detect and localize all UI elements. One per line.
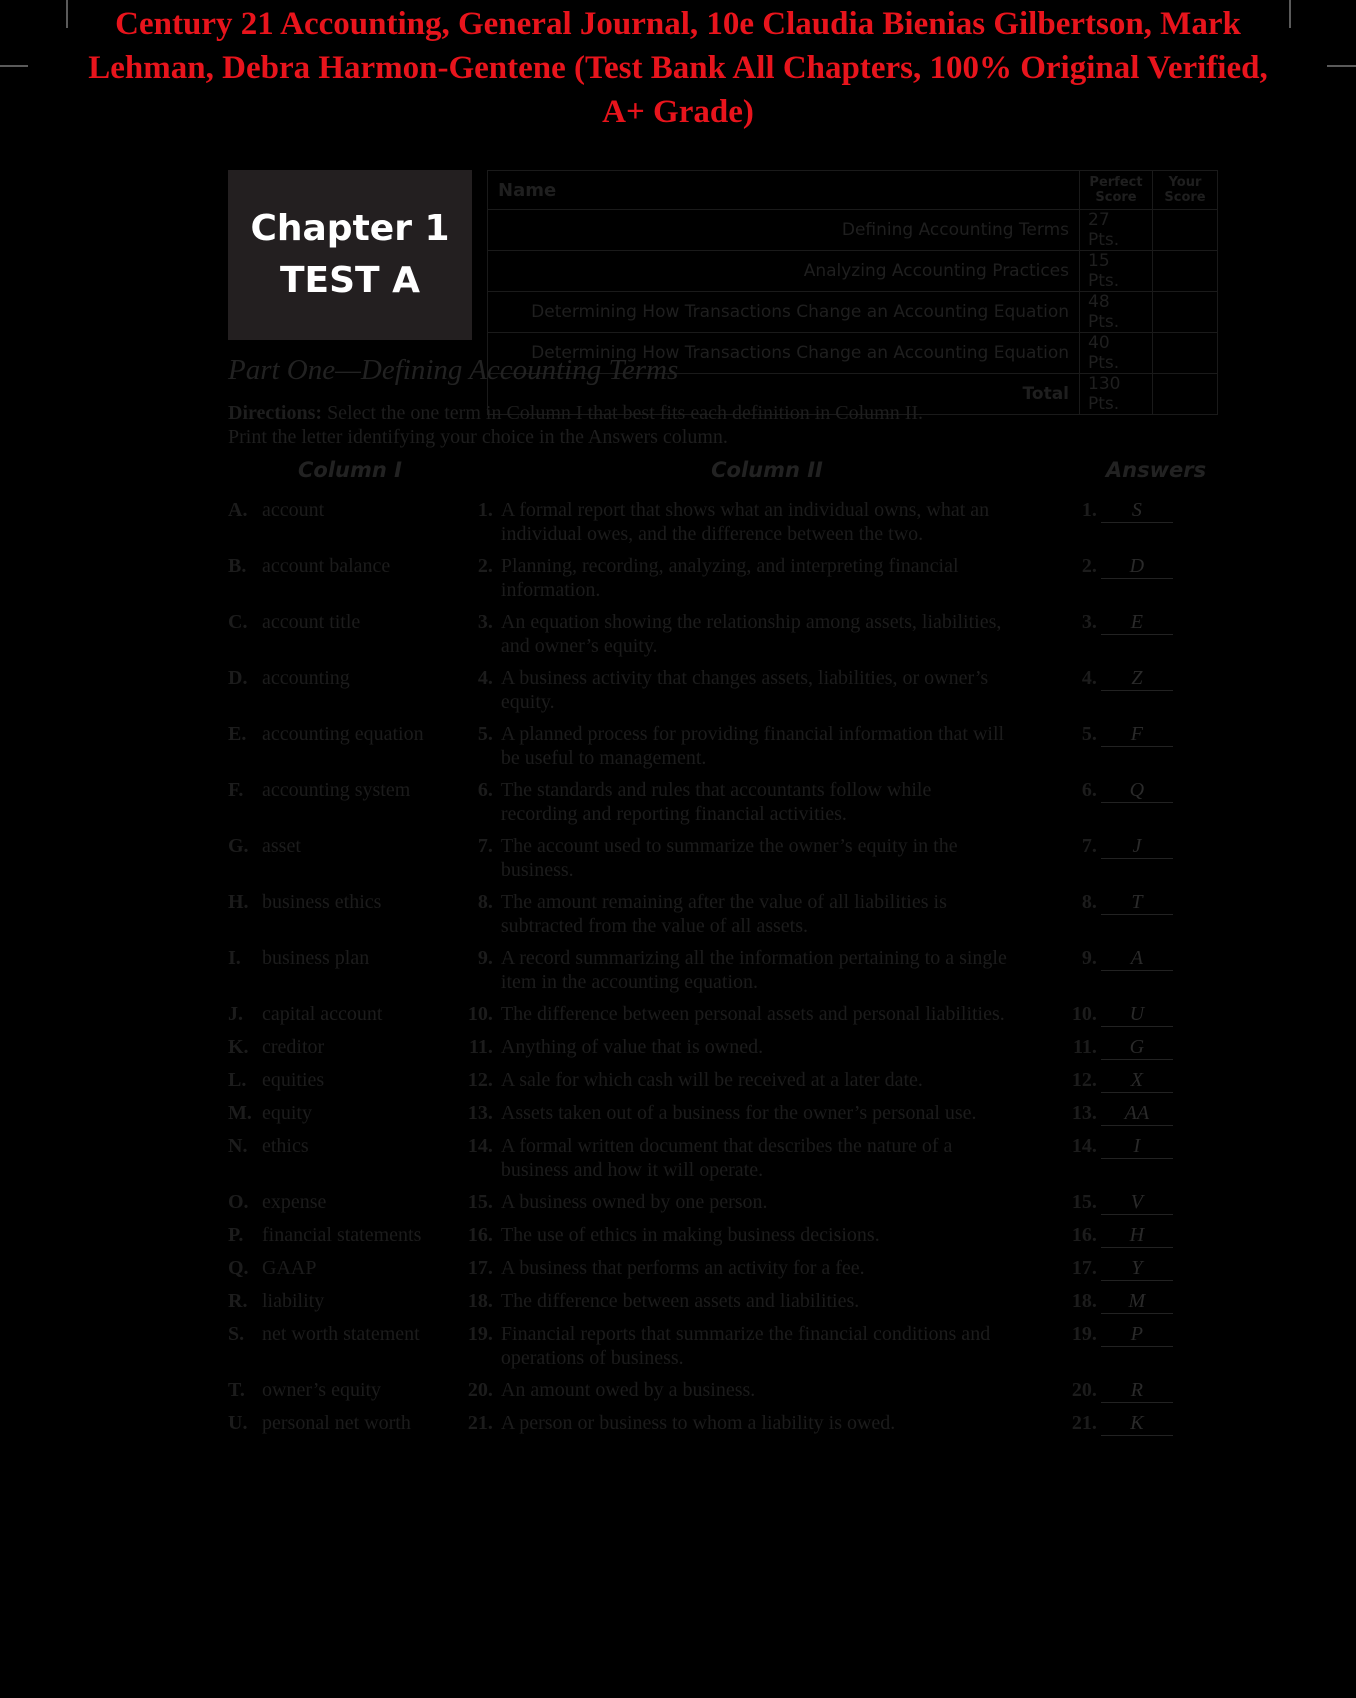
- answer-cell: [1013, 1289, 1228, 1314]
- list-item: [228, 1289, 1228, 1314]
- name-field-label: Name: [488, 171, 1080, 210]
- score-row-points: 15 Pts.: [1080, 251, 1153, 292]
- definition-text: A formal written document that describes the nature of a business and how it will operate.: [500, 1135, 953, 1181]
- term-cell: [228, 1223, 453, 1248]
- definition-text: An amount owed by a business.: [500, 1379, 756, 1401]
- term-letter: K.: [228, 1036, 249, 1058]
- banner-title: Century 21 Accounting, General Journal, 10e Claudia Bienias Gilbertson, Mark Lehman, Debra Harmon-Gentene (Test Bank All Chapters, 100% Original Verified, A+ Grade): [88, 6, 1268, 130]
- row-spacer: [228, 1436, 1228, 1444]
- term-text: expense: [262, 1191, 327, 1213]
- list-item: [228, 1190, 1228, 1215]
- answer-cell: [1013, 1068, 1228, 1093]
- score-row: [488, 251, 1218, 292]
- list-item: [228, 1068, 1228, 1093]
- row-spacer: [228, 1215, 1228, 1223]
- row-spacer: [228, 1027, 1228, 1035]
- list-item: [228, 1411, 1228, 1436]
- list-item: [228, 1223, 1228, 1248]
- definition-number: 7.: [477, 835, 493, 857]
- term-cell: [228, 666, 453, 714]
- answer-cell: [1013, 1134, 1228, 1182]
- score-row-label: Determining How Transactions Change an Accounting Equation: [488, 333, 1080, 374]
- term-text: net worth statement: [262, 1323, 420, 1345]
- answer-number: 19.: [1071, 1323, 1097, 1345]
- answer-number: 21.: [1071, 1412, 1097, 1434]
- definition-cell: [453, 610, 1013, 658]
- answer-field[interactable]: AA: [1101, 1101, 1173, 1126]
- total-points: 130 Pts.: [1080, 374, 1153, 415]
- row-spacer: [228, 1281, 1228, 1289]
- definition-text: An equation showing the relationship among assets, liabilities, and owner’s equity.: [500, 611, 1002, 657]
- definition-number: 18.: [467, 1290, 493, 1312]
- answer-number: 7.: [1081, 835, 1097, 857]
- definition-cell: [453, 1002, 1013, 1027]
- term-letter: J.: [228, 1003, 243, 1025]
- answer-number: 6.: [1081, 779, 1097, 801]
- term-cell: [228, 890, 453, 938]
- term-letter: F.: [228, 779, 244, 801]
- answer-number: 15.: [1071, 1191, 1097, 1213]
- term-cell: [228, 1289, 453, 1314]
- definition-number: 12.: [467, 1069, 493, 1091]
- term-cell: [228, 1002, 453, 1027]
- term-letter: I.: [228, 947, 241, 969]
- term-text: account title: [262, 611, 361, 633]
- term-letter: T.: [228, 1379, 245, 1401]
- answer-cell: [1013, 1002, 1228, 1027]
- your-score-header: Your Score: [1153, 171, 1218, 210]
- definition-cell: [453, 778, 1013, 826]
- term-cell: [228, 834, 453, 882]
- definition-number: 17.: [467, 1257, 493, 1279]
- term-letter: Q.: [228, 1257, 249, 1279]
- definition-text: Anything of value that is owned.: [500, 1036, 764, 1058]
- definition-cell: [453, 554, 1013, 602]
- definition-number: 8.: [477, 891, 493, 913]
- row-spacer: [228, 714, 1228, 722]
- term-cell: [228, 1411, 453, 1436]
- definition-cell: [453, 1256, 1013, 1281]
- definition-text: Planning, recording, analyzing, and interpreting financial information.: [500, 555, 959, 601]
- definition-text: The use of ethics in making business decisions.: [500, 1224, 880, 1246]
- term-letter: U.: [228, 1412, 248, 1434]
- answer-cell: [1013, 554, 1228, 602]
- total-label: Total: [488, 374, 1080, 415]
- definition-text: A business owned by one person.: [500, 1191, 768, 1213]
- your-score-cell[interactable]: [1153, 292, 1218, 333]
- term-cell: [228, 610, 453, 658]
- row-spacer: [228, 1093, 1228, 1101]
- definition-text: Financial reports that summarize the financial conditions and operations of business.: [500, 1323, 991, 1369]
- answer-field[interactable]: V: [1101, 1190, 1173, 1215]
- list-item: [228, 1134, 1228, 1182]
- directions: [228, 401, 948, 449]
- term-letter: D.: [228, 667, 248, 689]
- definition-number: 10.: [467, 1003, 493, 1025]
- answer-cell: [1013, 890, 1228, 938]
- row-spacer: [228, 658, 1228, 666]
- answer-field[interactable]: D: [1101, 554, 1173, 579]
- column-2-header: Column II: [711, 458, 823, 482]
- definition-number: 21.: [467, 1412, 493, 1434]
- test-label: TEST A: [279, 260, 421, 301]
- crop-mark: [1327, 65, 1356, 67]
- term-text: financial statements: [262, 1224, 422, 1246]
- answer-number: 14.: [1071, 1135, 1097, 1157]
- chapter-box: [228, 170, 472, 340]
- term-cell: [228, 778, 453, 826]
- answer-cell: [1013, 946, 1228, 994]
- term-text: personal net worth: [262, 1412, 411, 1434]
- definition-text: A formal report that shows what an individual owns, what an individual owes, and the difference between the two.: [500, 499, 990, 545]
- answer-cell: [1013, 1322, 1228, 1370]
- row-spacer: [228, 826, 1228, 834]
- score-row-label: Analyzing Accounting Practices: [488, 251, 1080, 292]
- answer-number: 3.: [1081, 611, 1097, 633]
- row-spacer: [228, 546, 1228, 554]
- answer-field[interactable]: G: [1101, 1035, 1173, 1060]
- definition-text: A record summarizing all the information pertaining to a single item in the accounting equation.: [500, 947, 1007, 993]
- term-cell: [228, 1134, 453, 1182]
- term-cell: [228, 1068, 453, 1093]
- row-spacer: [228, 602, 1228, 610]
- items-list: [228, 498, 1228, 1444]
- term-text: accounting system: [262, 779, 411, 801]
- definition-number: 1.: [477, 499, 493, 521]
- answer-cell: [1013, 778, 1228, 826]
- term-letter: O.: [228, 1191, 249, 1213]
- list-item: [228, 610, 1228, 658]
- row-spacer: [228, 1248, 1228, 1256]
- definition-text: A business that performs an activity for a fee.: [500, 1257, 865, 1279]
- your-score-cell[interactable]: [1153, 251, 1218, 292]
- answer-field[interactable]: F: [1101, 722, 1173, 747]
- your-score-cell[interactable]: [1153, 333, 1218, 374]
- definition-text: The difference between personal assets and personal liabilities.: [500, 1003, 1005, 1025]
- definition-number: 6.: [477, 779, 493, 801]
- term-cell: [228, 1190, 453, 1215]
- answer-number: 5.: [1081, 723, 1097, 745]
- definition-number: 16.: [467, 1224, 493, 1246]
- term-cell: [228, 722, 453, 770]
- row-spacer: [228, 938, 1228, 946]
- answer-number: 13.: [1071, 1102, 1097, 1124]
- term-text: liability: [262, 1290, 325, 1312]
- row-spacer: [228, 770, 1228, 778]
- score-row-label: Determining How Transactions Change an Accounting Equation: [488, 292, 1080, 333]
- row-spacer: [228, 1126, 1228, 1134]
- answer-number: 4.: [1081, 667, 1097, 689]
- definition-text: A sale for which cash will be received at a later date.: [500, 1069, 923, 1091]
- definition-cell: [453, 722, 1013, 770]
- answer-number: 8.: [1081, 891, 1097, 913]
- term-text: business ethics: [262, 891, 382, 913]
- list-item: [228, 1322, 1228, 1370]
- answer-number: 1.: [1081, 499, 1097, 521]
- definition-text: Assets taken out of a business for the owner’s personal use.: [500, 1102, 977, 1124]
- list-item: [228, 666, 1228, 714]
- list-item: [228, 834, 1228, 882]
- crop-mark: [1289, 0, 1291, 28]
- answer-cell: [1013, 1035, 1228, 1060]
- directions-text: Select the one term in Column I that best fits each definition in Column II. Print the letter identifying your choice in the Answers column.: [228, 402, 924, 448]
- list-item: [228, 1002, 1228, 1027]
- answer-cell: [1013, 498, 1228, 546]
- answer-field[interactable]: H: [1101, 1223, 1173, 1248]
- term-cell: [228, 1101, 453, 1126]
- list-item: [228, 498, 1228, 546]
- answers-header: Answers: [1105, 458, 1207, 482]
- definition-text: A business activity that changes assets, liabilities, or owner’s equity.: [500, 667, 989, 713]
- definition-text: A planned process for providing financial information that will be useful to management.: [500, 723, 1005, 769]
- definition-cell: [453, 1035, 1013, 1060]
- answer-cell: [1013, 610, 1228, 658]
- definition-cell: [453, 1378, 1013, 1403]
- answer-number: 9.: [1081, 947, 1097, 969]
- term-text: equities: [262, 1069, 325, 1091]
- definition-number: 3.: [477, 611, 493, 633]
- term-letter: L.: [228, 1069, 247, 1091]
- answer-cell: [1013, 834, 1228, 882]
- term-cell: [228, 1256, 453, 1281]
- definition-cell: [453, 498, 1013, 546]
- definition-cell: [453, 946, 1013, 994]
- answer-field[interactable]: R: [1101, 1378, 1173, 1403]
- definition-cell: [453, 890, 1013, 938]
- score-row: [488, 210, 1218, 251]
- row-spacer: [228, 1370, 1228, 1378]
- row-spacer: [228, 1060, 1228, 1068]
- definition-cell: [453, 834, 1013, 882]
- answer-field[interactable]: K: [1101, 1411, 1173, 1436]
- part-one-title: Part One—Defining Accounting Terms: [228, 354, 679, 386]
- term-letter: C.: [228, 611, 248, 633]
- answer-field[interactable]: T: [1101, 890, 1173, 915]
- row-spacer: [228, 882, 1228, 890]
- term-text: capital account: [262, 1003, 383, 1025]
- score-row-points: 48 Pts.: [1080, 292, 1153, 333]
- term-letter: G.: [228, 835, 249, 857]
- answer-field[interactable]: P: [1101, 1322, 1173, 1347]
- answer-field[interactable]: S: [1101, 498, 1173, 523]
- definition-number: 13.: [467, 1102, 493, 1124]
- definition-number: 15.: [467, 1191, 493, 1213]
- definition-text: The standards and rules that accountants follow while recording and reporting financial activities.: [500, 779, 932, 825]
- list-item: [228, 1035, 1228, 1060]
- answer-field[interactable]: J: [1101, 834, 1173, 859]
- score-row-label: Defining Accounting Terms: [488, 210, 1080, 251]
- answer-cell: [1013, 1101, 1228, 1126]
- crop-mark: [0, 65, 28, 67]
- definition-number: 14.: [467, 1135, 493, 1157]
- definition-number: 9.: [477, 947, 493, 969]
- answer-field[interactable]: Q: [1101, 778, 1173, 803]
- answer-cell: [1013, 1411, 1228, 1436]
- term-text: business plan: [262, 947, 370, 969]
- definition-number: 4.: [477, 667, 493, 689]
- definition-number: 19.: [467, 1323, 493, 1345]
- answer-field[interactable]: E: [1101, 610, 1173, 635]
- answer-cell: [1013, 1378, 1228, 1403]
- answer-number: 18.: [1071, 1290, 1097, 1312]
- definition-cell: [453, 1190, 1013, 1215]
- term-letter: A.: [228, 499, 248, 521]
- list-item: [228, 1101, 1228, 1126]
- term-text: ethics: [262, 1135, 309, 1157]
- answer-field[interactable]: Z: [1101, 666, 1173, 691]
- list-item: [228, 778, 1228, 826]
- term-letter: H.: [228, 891, 249, 913]
- answer-cell: [1013, 1256, 1228, 1281]
- answer-cell: [1013, 1223, 1228, 1248]
- score-row-points: 27 Pts.: [1080, 210, 1153, 251]
- answer-number: 2.: [1081, 555, 1097, 577]
- term-letter: M.: [228, 1102, 252, 1124]
- chapter-label: Chapter 1: [250, 208, 450, 249]
- term-text: accounting: [262, 667, 350, 689]
- list-item: [228, 890, 1228, 938]
- definition-number: 20.: [467, 1379, 493, 1401]
- definition-number: 5.: [477, 723, 493, 745]
- term-letter: E.: [228, 723, 247, 745]
- list-item: [228, 1256, 1228, 1281]
- answer-cell: [1013, 722, 1228, 770]
- term-text: GAAP: [262, 1257, 317, 1279]
- column-1-header: Column I: [298, 458, 402, 482]
- your-score-cell[interactable]: [1153, 210, 1218, 251]
- row-spacer: [228, 1403, 1228, 1411]
- answer-field[interactable]: A: [1101, 946, 1173, 971]
- answer-field[interactable]: M: [1101, 1289, 1173, 1314]
- definition-cell: [453, 1134, 1013, 1182]
- term-text: account balance: [262, 555, 391, 577]
- term-cell: [228, 554, 453, 602]
- answer-field[interactable]: X: [1101, 1068, 1173, 1093]
- crop-mark: [66, 0, 68, 28]
- term-letter: B.: [228, 555, 247, 577]
- row-spacer: [228, 1182, 1228, 1190]
- answer-cell: [1013, 666, 1228, 714]
- answer-number: 20.: [1071, 1379, 1097, 1401]
- definition-number: 11.: [468, 1036, 493, 1058]
- row-spacer: [228, 1314, 1228, 1322]
- list-item: [228, 1378, 1228, 1403]
- term-cell: [228, 1035, 453, 1060]
- answer-number: 17.: [1071, 1257, 1097, 1279]
- term-cell: [228, 946, 453, 994]
- definition-cell: [453, 666, 1013, 714]
- term-text: asset: [262, 835, 301, 857]
- list-item: [228, 554, 1228, 602]
- score-row: [488, 292, 1218, 333]
- definition-text: The account used to summarize the owner’s equity in the business.: [500, 835, 958, 881]
- definition-cell: [453, 1101, 1013, 1126]
- answer-number: 11.: [1072, 1036, 1097, 1058]
- term-letter: R.: [228, 1290, 248, 1312]
- term-text: creditor: [262, 1036, 325, 1058]
- definition-text: A person or business to whom a liability is owed.: [500, 1412, 896, 1434]
- term-letter: S.: [228, 1323, 245, 1345]
- definition-cell: [453, 1411, 1013, 1436]
- definition-number: 2.: [477, 555, 493, 577]
- list-item: [228, 946, 1228, 994]
- directions-label: Directions:: [228, 402, 323, 424]
- perfect-score-header: Perfect Score: [1080, 171, 1153, 210]
- answer-number: 12.: [1071, 1069, 1097, 1091]
- answer-field[interactable]: U: [1101, 1002, 1173, 1027]
- term-text: accounting equation: [262, 723, 424, 745]
- score-row-points: 40 Pts.: [1080, 333, 1153, 374]
- term-cell: [228, 1322, 453, 1370]
- answer-number: 16.: [1071, 1224, 1097, 1246]
- term-letter: P.: [228, 1224, 244, 1246]
- list-item: [228, 722, 1228, 770]
- your-total-cell[interactable]: [1153, 374, 1218, 415]
- term-cell: [228, 498, 453, 546]
- term-letter: N.: [228, 1135, 248, 1157]
- definition-cell: [453, 1223, 1013, 1248]
- definition-text: The difference between assets and liabilities.: [500, 1290, 860, 1312]
- answer-cell: [1013, 1190, 1228, 1215]
- definition-cell: [453, 1322, 1013, 1370]
- term-cell: [228, 1378, 453, 1403]
- answer-number: 10.: [1071, 1003, 1097, 1025]
- term-text: equity: [262, 1102, 312, 1124]
- term-text: account: [262, 499, 325, 521]
- definition-text: The amount remaining after the value of all liabilities is subtracted from the value of all assets.: [500, 891, 947, 937]
- definition-cell: [453, 1289, 1013, 1314]
- row-spacer: [228, 994, 1228, 1002]
- definition-cell: [453, 1068, 1013, 1093]
- term-text: owner’s equity: [262, 1379, 382, 1401]
- answer-field[interactable]: Y: [1101, 1256, 1173, 1281]
- answer-field[interactable]: I: [1101, 1134, 1173, 1159]
